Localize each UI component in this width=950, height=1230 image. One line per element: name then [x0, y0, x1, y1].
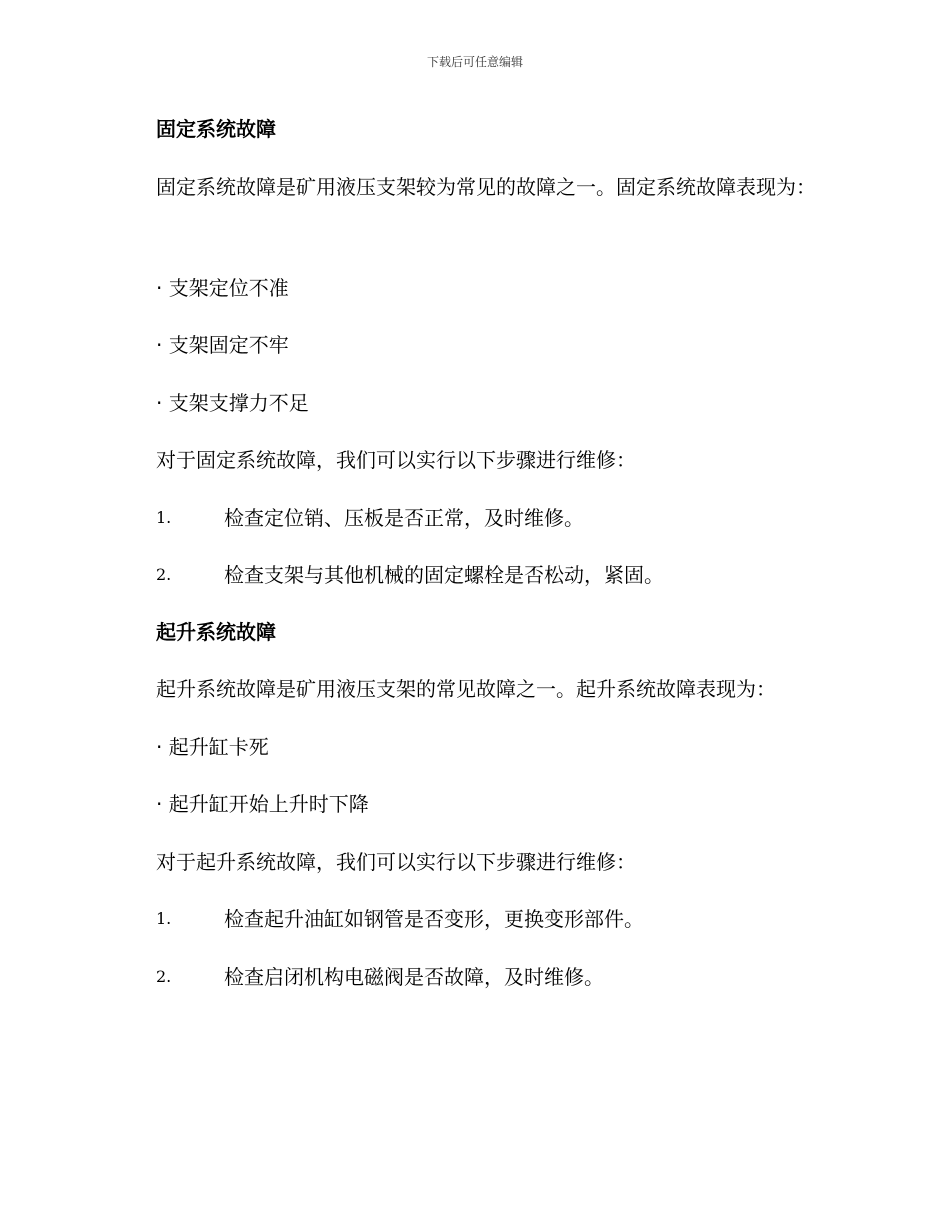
- section-heading-fixed-system: 固定系统故障: [156, 117, 276, 141]
- step-number: 1.: [156, 909, 172, 928]
- step-number: 2.: [156, 967, 172, 986]
- step-text: 检查定位销、压板是否正常，及时维修。: [224, 506, 584, 530]
- steps-intro-lift-system: 对于起升系统故障，我们可以实行以下步骤进行维修：: [156, 850, 636, 874]
- section-heading-lift-system: 起升系统故障: [156, 620, 276, 644]
- section-intro-lift-system: 起升系统故障是矿用液压支架的常见故障之一。起升系统故障表现为：: [156, 677, 776, 701]
- bullet-item: · 起升缸开始上升时下降: [156, 792, 369, 816]
- header-note: 下载后可任意编辑: [426, 55, 523, 69]
- bullet-item: · 起升缸卡死: [156, 735, 269, 759]
- step-number: 1.: [156, 508, 172, 527]
- bullet-item: · 支架固定不牢: [156, 333, 289, 357]
- steps-intro-fixed-system: 对于固定系统故障，我们可以实行以下步骤进行维修：: [156, 448, 636, 472]
- bullet-item: · 支架定位不准: [156, 276, 289, 300]
- section-intro-fixed-system: 固定系统故障是矿用液压支架较为常见的故障之一。固定系统故障表现为：: [156, 175, 816, 199]
- step-number: 2.: [156, 565, 172, 584]
- step-text: 检查支架与其他机械的固定螺栓是否松动，紧固。: [224, 563, 664, 587]
- step-text: 检查启闭机构电磁阀是否故障，及时维修。: [224, 965, 604, 989]
- bullet-item: · 支架支撑力不足: [156, 391, 309, 415]
- step-text: 检查起升油缸如钢管是否变形，更换变形部件。: [224, 907, 644, 931]
